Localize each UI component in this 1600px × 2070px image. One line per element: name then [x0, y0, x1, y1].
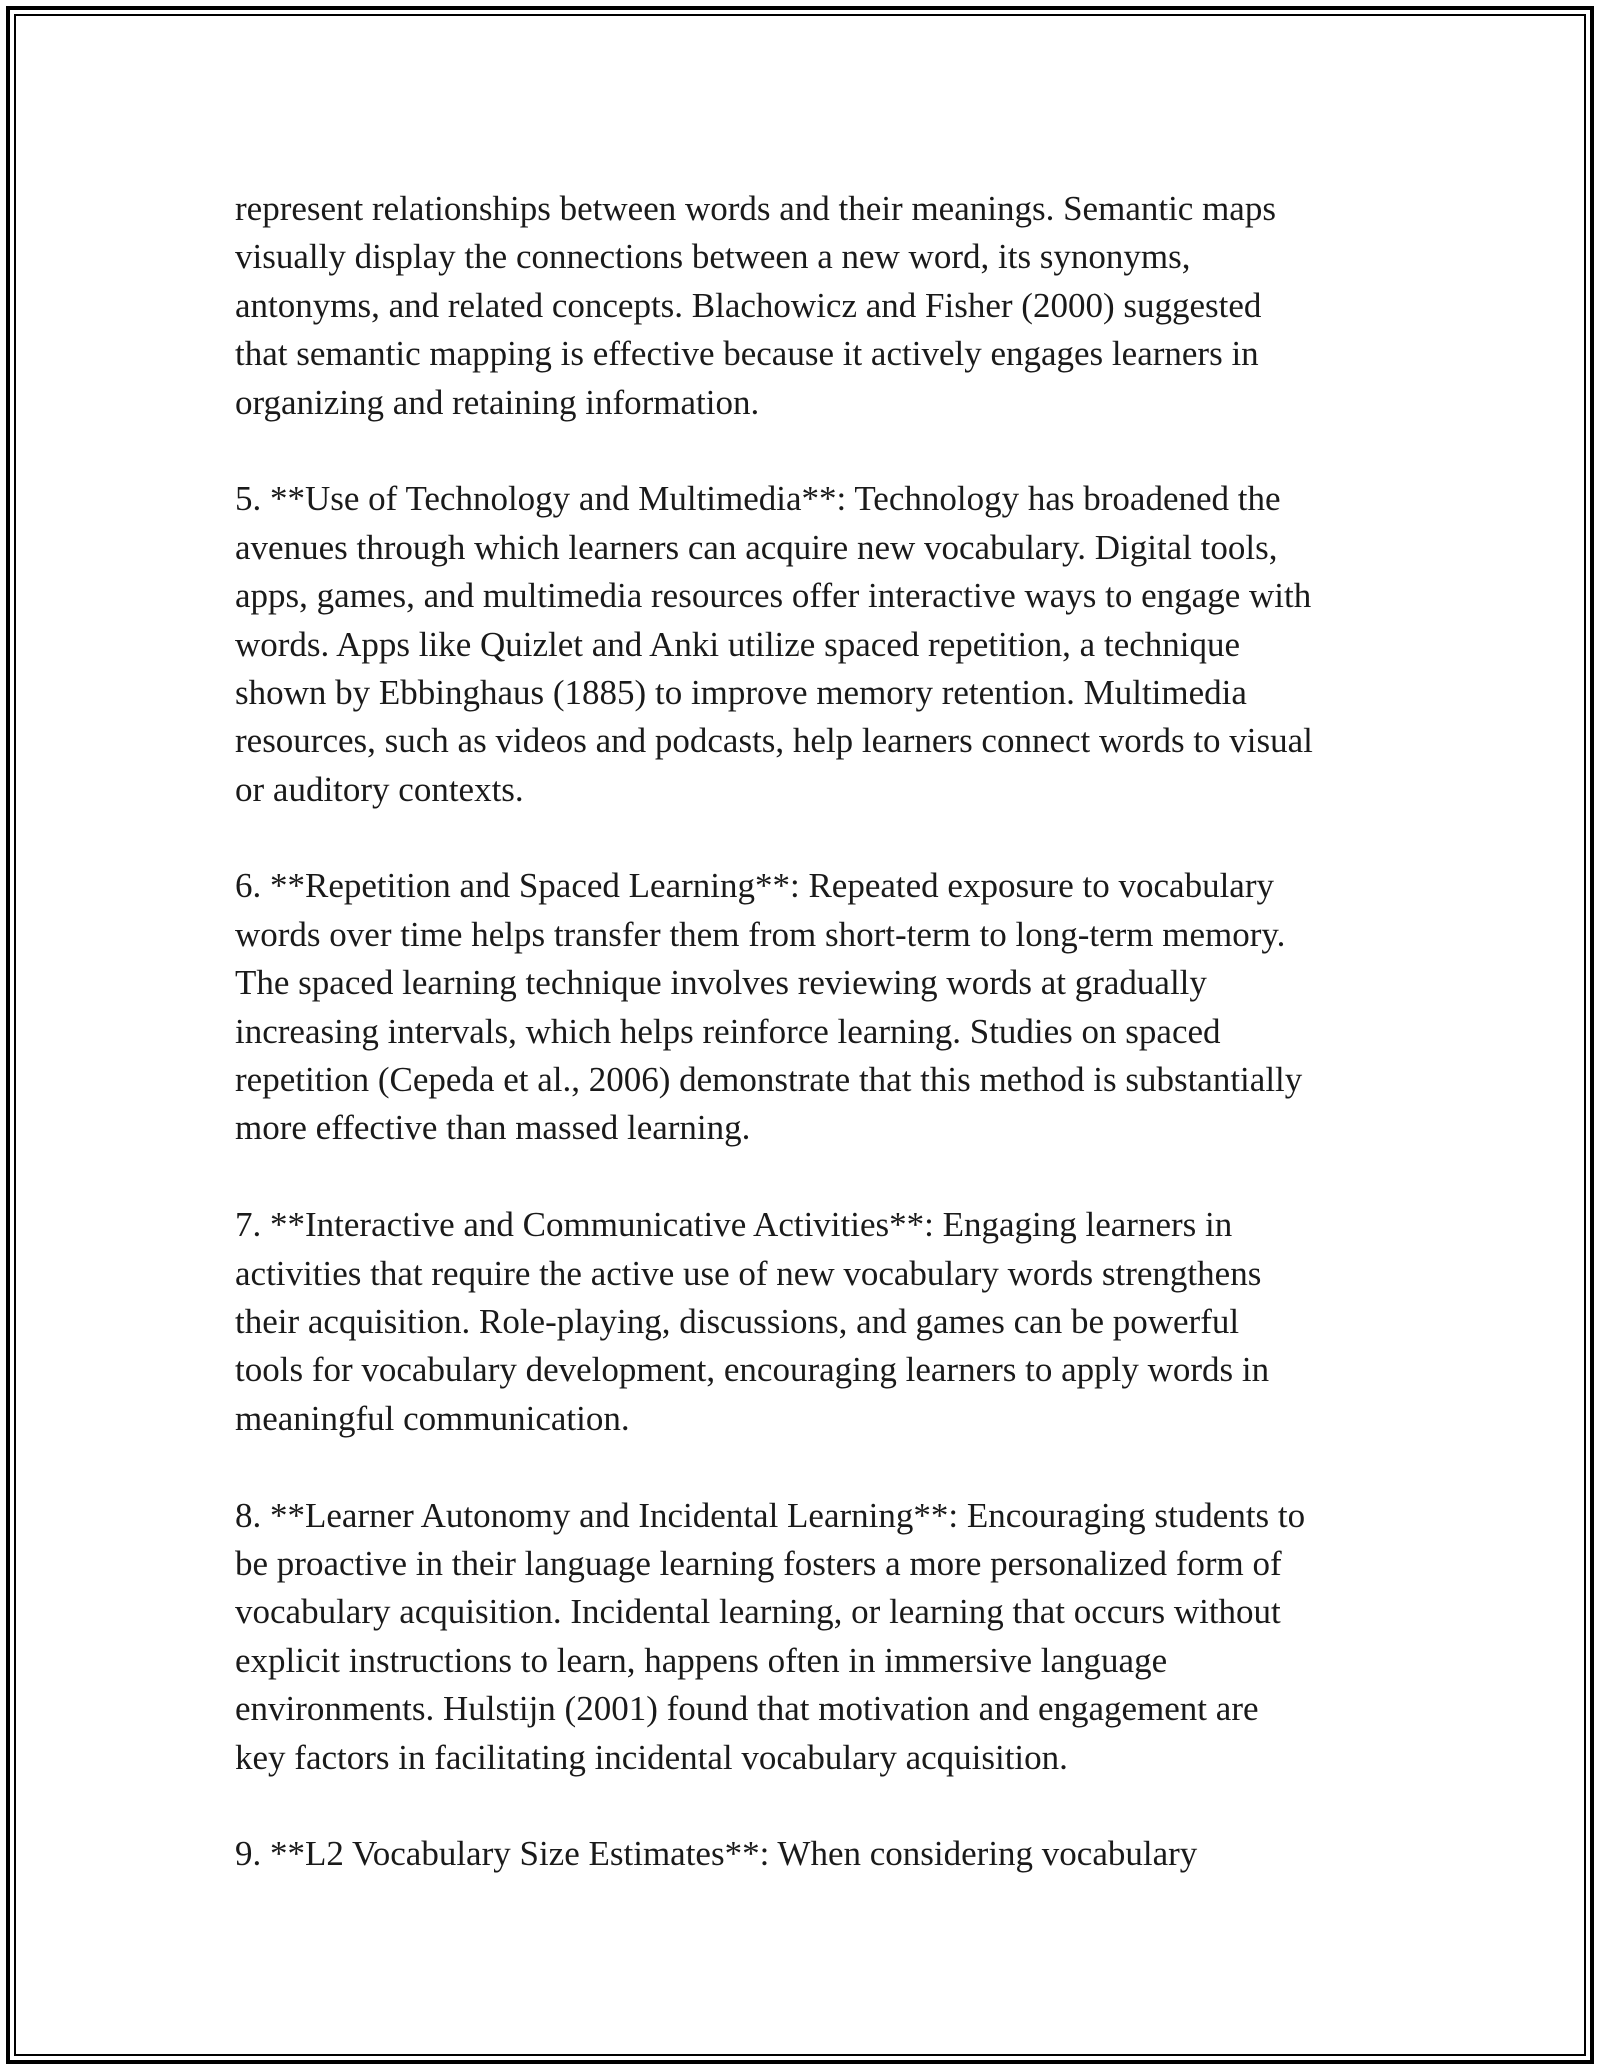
text-line: organizing and retaining information. [235, 382, 760, 422]
text-line: increasing intervals, which helps reinforce learning. Studies on spaced [235, 1011, 1221, 1051]
paragraph-vocabulary-size-estimates [235, 1830, 1375, 1878]
text-line: 6. **Repetition and Spaced Learning**: Repeated exposure to vocabulary [235, 866, 1274, 906]
text-line: meaningful communication. [235, 1398, 630, 1438]
text-line: words over time helps transfer them from short-term to long-term memory. [235, 914, 1286, 954]
text-line: tools for vocabulary development, encouraging learners to apply words in [235, 1350, 1270, 1390]
text-line: shown by Ebbinghaus (1885) to improve memory retention. Multimedia [235, 672, 1247, 712]
text-line: words. Apps like Quizlet and Anki utilize spaced repetition, a technique [235, 624, 1241, 664]
text-line: resources, such as videos and podcasts, help learners connect words to visual [235, 721, 1313, 761]
text-line: be proactive in their language learning fosters a more personalized form of [235, 1543, 1282, 1583]
text-line: represent relationships between words and their meanings. Semantic maps [235, 189, 1276, 228]
text-line: that semantic mapping is effective because it actively engages learners in [235, 334, 1259, 374]
text-line: vocabulary acquisition. Incidental learning, or learning that occurs without [235, 1592, 1281, 1632]
paragraph-semantic-maps-continued [235, 185, 1375, 427]
document-body [235, 185, 1375, 1927]
text-line: environments. Hulstijn (2001) found that motivation and engagement are [235, 1689, 1259, 1729]
text-line: visually display the connections between a new word, its synonyms, [235, 237, 1191, 277]
text-line: or auditory contexts. [235, 769, 524, 809]
text-line: apps, games, and multimedia resources offer interactive ways to engage with [235, 576, 1312, 616]
text-line: more effective than massed learning. [235, 1108, 751, 1148]
paragraph-technology-multimedia [235, 475, 1375, 814]
paragraph-interactive-activities [235, 1201, 1375, 1443]
paragraph-learner-autonomy [235, 1492, 1375, 1782]
paragraph-repetition-spaced-learning [235, 862, 1375, 1152]
text-line: 5. **Use of Technology and Multimedia**: Technology has broadened the [235, 479, 1281, 519]
text-line: avenues through which learners can acquire new vocabulary. Digital tools, [235, 527, 1278, 567]
text-line: 9. **L2 Vocabulary Size Estimates**: When considering vocabulary [235, 1834, 1198, 1874]
text-line: key factors in facilitating incidental vocabulary acquisition. [235, 1737, 1068, 1777]
text-line: repetition (Cepeda et al., 2006) demonstrate that this method is substantially [235, 1060, 1303, 1100]
text-line: The spaced learning technique involves reviewing words at gradually [235, 963, 1207, 1003]
text-line: 7. **Interactive and Communicative Activities**: Engaging learners in [235, 1205, 1233, 1245]
text-line: explicit instructions to learn, happens often in immersive language [235, 1640, 1168, 1680]
text-line: activities that require the active use of new vocabulary words strengthens [235, 1253, 1262, 1293]
text-line: antonyms, and related concepts. Blachowicz and Fisher (2000) suggested [235, 285, 1262, 325]
text-line: their acquisition. Role-playing, discussions, and games can be powerful [235, 1301, 1240, 1341]
text-line: 8. **Learner Autonomy and Incidental Learning**: Encouraging students to [235, 1495, 1306, 1535]
